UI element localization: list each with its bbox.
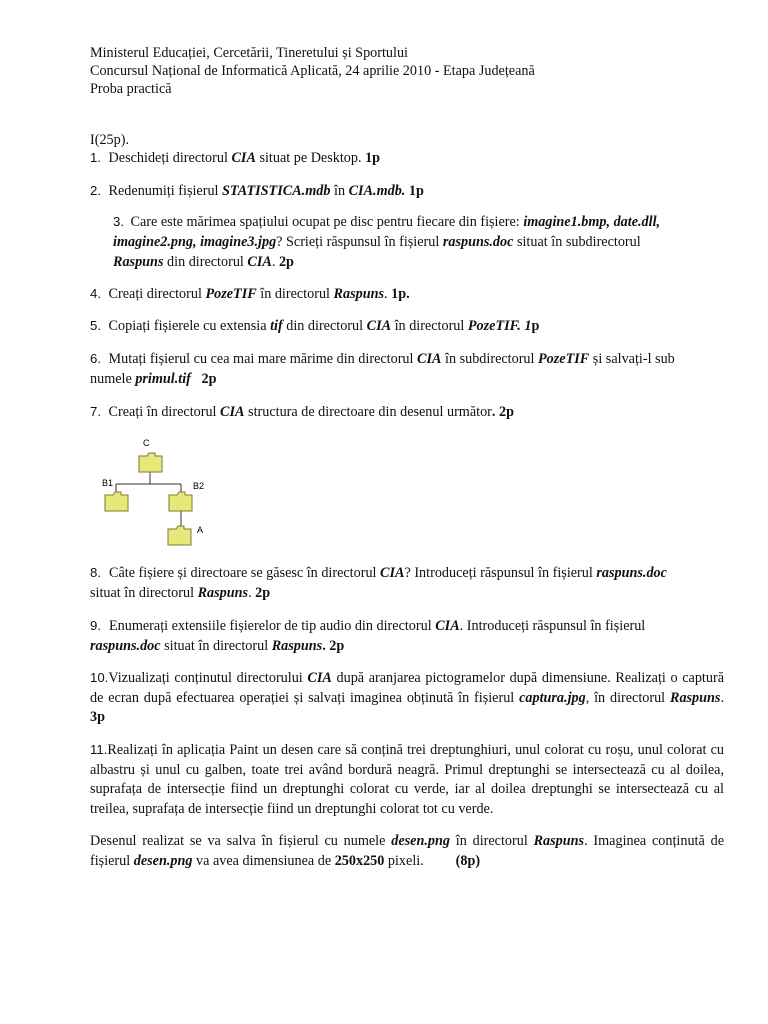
task-number: 4. bbox=[90, 286, 101, 301]
task-6-line-1: 6. Mutați fișierul cu cea mai mare mărime din directorul CIA în subdirectorul PozeTIF și salvați-l sub bbox=[90, 351, 675, 367]
task-number: 11. bbox=[90, 742, 108, 757]
task-4: 4. Creați directorul PozeTIF în directorul Raspuns. 1p. bbox=[90, 286, 410, 302]
task-points: 1p bbox=[365, 150, 381, 166]
task-11: 11.Realizați în aplicația Paint un desen care să conțină trei dreptunghiuri, unul colorat cu roșu, unul colorat cu albastru și unul cu galben, toate trei având bordură neagră. Primul dreptunghi se intersectează cu al doilea, suprafața de intersecție fiind un dreptunghi colorat cu verde, iar al doilea dreptunghi se intersectează cu al treilea, suprafața de intersecție fiind un dreptunghi colorat tot cu verde. bbox=[90, 742, 724, 817]
task-3-line-3: Raspuns din directorul CIA. 2p bbox=[113, 254, 294, 270]
task-points: p bbox=[531, 318, 540, 334]
task-points: 1p bbox=[405, 183, 424, 199]
task-3-line-2: imagine2.png, imagine3.jpg? Scrieți răspunsul în fișierul raspuns.doc situat în subdirectorul bbox=[113, 234, 641, 250]
folder-icon-a bbox=[168, 526, 191, 545]
folder-icon-b2 bbox=[169, 492, 192, 511]
task-11-save-instructions: Desenul realizat se va salva în fișierul cu numele desen.png în directorul Raspuns. Imaginea conținută de fișierul desen.png va avea dimensiunea de 250x250 pixeli. (8p) bbox=[90, 833, 724, 869]
task-number: 6. bbox=[90, 351, 101, 366]
task-number: 1. bbox=[90, 150, 101, 165]
header-ministry: Ministerul Educației, Cercetării, Tineretului și Sportului bbox=[90, 45, 408, 61]
task-10: 10.Vizualizați conținutul directorului CIA după aranjarea pictogramelor după dimensiune. Realizați o captură de ecran după efectuarea operației și salvați imaginea obținută în fișierul captura.jpg, în directorul Raspuns. 3p bbox=[90, 670, 725, 725]
task-5: 5. Copiați fișierele cu extensia tif din directorul CIA în directorul PozeTIF. 1p bbox=[90, 318, 540, 334]
task-2: 2. Redenumiți fișierul STATISTICA.mdb în CIA.mdb. 1p bbox=[90, 183, 424, 199]
task-number: 7. bbox=[90, 404, 101, 419]
task-points: 2p bbox=[255, 584, 271, 601]
tree-label-a: A bbox=[197, 525, 204, 535]
task-points: 2p bbox=[190, 371, 217, 387]
task-points: (8p) bbox=[455, 852, 481, 869]
task-points: . 2p bbox=[322, 637, 345, 654]
task-9: 9. Enumerați extensiile fișierelor de tip audio din directorul CIA. Introduceți răspunsul în fișierul raspuns.doc situat în directorul Raspuns. 2p bbox=[90, 618, 646, 654]
task-1: 1. Deschideți directorul CIA situat pe Desktop. 1p bbox=[90, 150, 381, 166]
tree-label-c: C bbox=[143, 438, 150, 448]
tree-label-b2: B2 bbox=[193, 481, 205, 491]
task-3-line-1: 3. Care este mărimea spațiului ocupat pe disc pentru fiecare din fișiere: imagine1.bmp, date.dll, bbox=[113, 214, 661, 230]
header-contest: Concursul Național de Informatică Aplicată, 24 aprilie 2010 - Etapa Județeană bbox=[90, 63, 535, 79]
task-number: 10. bbox=[90, 670, 109, 685]
directory-tree-diagram bbox=[95, 434, 225, 549]
folder-icon-b1 bbox=[105, 492, 128, 511]
tree-label-b1: B1 bbox=[102, 478, 114, 488]
task-6-line-2: numele primul.tif 2p bbox=[90, 371, 217, 387]
task-number: 2. bbox=[90, 183, 101, 198]
task-number: 5. bbox=[90, 318, 101, 333]
task-number: 3. bbox=[113, 214, 124, 229]
task-number: 9. bbox=[90, 618, 101, 633]
folder-icon-c bbox=[139, 453, 162, 472]
task-points: 1p. bbox=[391, 286, 410, 302]
task-7: 7. Creați în directorul CIA structura de directoare din desenul următor. 2p bbox=[90, 404, 514, 420]
section-title: I(25p). bbox=[90, 132, 130, 148]
task-points: 2p bbox=[278, 254, 294, 270]
task-points: 3p bbox=[90, 709, 105, 725]
task-points: . 2p bbox=[491, 404, 514, 420]
header-test-type: Proba practică bbox=[90, 81, 172, 97]
task-number: 8. bbox=[90, 565, 101, 580]
task-8: 8. Câte fișiere și directoare se găsesc în directorul CIA? Introduceți răspunsul în fișierul raspuns.doc situat în directorul Raspuns. 2p bbox=[90, 565, 667, 601]
